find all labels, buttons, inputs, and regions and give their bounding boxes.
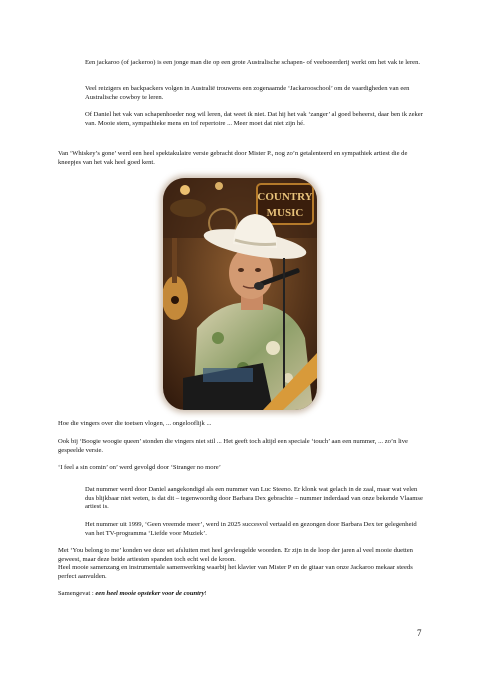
paragraph-daniel-singer: Of Daniel het vak van schapenhoeder nog wil leren, dat weet ik niet. Dat hij het vak ‘zanger’ al goed beheerst, daar ben ik zeker van. Mooie stem, sympathieke mens en tof repertoire ... Meer moet dat niet zijn hé. xyxy=(85,111,423,127)
paragraph-feel-a-sin: ‘I feel a sin comin’ on’ werd gevolgd door ‘Stranger no more’ xyxy=(58,464,221,471)
paragraph-luc-steeno: Dat nummer werd door Daniel aangekondigd als een nummer van Luc Steeno. Er klonk wat gelach in de zaal, maar wat velen dus blijkbaar niet weten, is dat dit – tegenwoordig door Barbara Dex gebrachte – nummer inderdaad van onze bekende Vlaamse artiest is. xyxy=(85,486,423,511)
paragraph-jackaroo-definition: Een jackaroo (of jackeroo) is een jonge man die op een grote Australische schapen- of veeboeerderij werkt om het vak te leren. xyxy=(85,59,421,66)
sign-text-country: COUNTRY xyxy=(257,191,313,203)
summary-emphasis: een heel mooie opsteker voor de country xyxy=(95,590,205,597)
concert-photo xyxy=(163,178,317,410)
summary-line xyxy=(58,590,428,599)
sign-text-music: MUSIC xyxy=(266,207,304,219)
page-number: 7 xyxy=(417,628,422,638)
summary-label: Samengevat : xyxy=(58,590,96,597)
paragraph-geen-vreemde-meer: Het nummer uit 1999, ‘Geen vreemde meer’, werd in 2025 succesvol vertaald en gezongen door Barbara Dex ter gelegenheid van het TV-programma ‘Liefde voor Muziek’. xyxy=(85,521,417,537)
paragraph-you-belong-to-me: Met ‘You belong to me’ konden we deze set afsluiten met heel gevleugelde woorden. Er zijn in de loop der jaren al veel mooie duetten geweest, maar deze beide artiesten spanden toch echt wel de kroon. xyxy=(58,547,413,563)
paragraph-whiskeys-gone: Van ‘Whiskey’s gone’ werd een heel spektakulaire versie gebracht door Mister P., nog zo’n getalenteerd en sympathiek artiest die de kneepjes van het vak heel goed kent. xyxy=(58,150,408,166)
paragraph-samenzang: Heel mooie samenzang en instrumentale samenwerking waarbij het klavier van Mister P en de gitaar van onze Jackaroo mekaar steeds perfect aanvulden. xyxy=(58,564,413,580)
paragraph-jackarooschool: Veel reizigers en backpackers volgen in Australië trouwens een zogenaamde ‘Jackarooschool’ om de vaardigheden van een Australische cowboy te leren. xyxy=(85,85,410,101)
paragraph-boogie-woogie: Ook bij ‘Boogie woogie queen’ stonden die vingers niet stil ... Het geeft toch altijd een speciale ‘touch’ aan een nummer, ... zo’n live gespeelde versie. xyxy=(58,438,408,454)
summary-end: ! xyxy=(204,590,207,597)
paragraph-fingers: Hoe die vingers over die toetsen vlogen, ... ongelooflijk ... xyxy=(58,420,212,427)
